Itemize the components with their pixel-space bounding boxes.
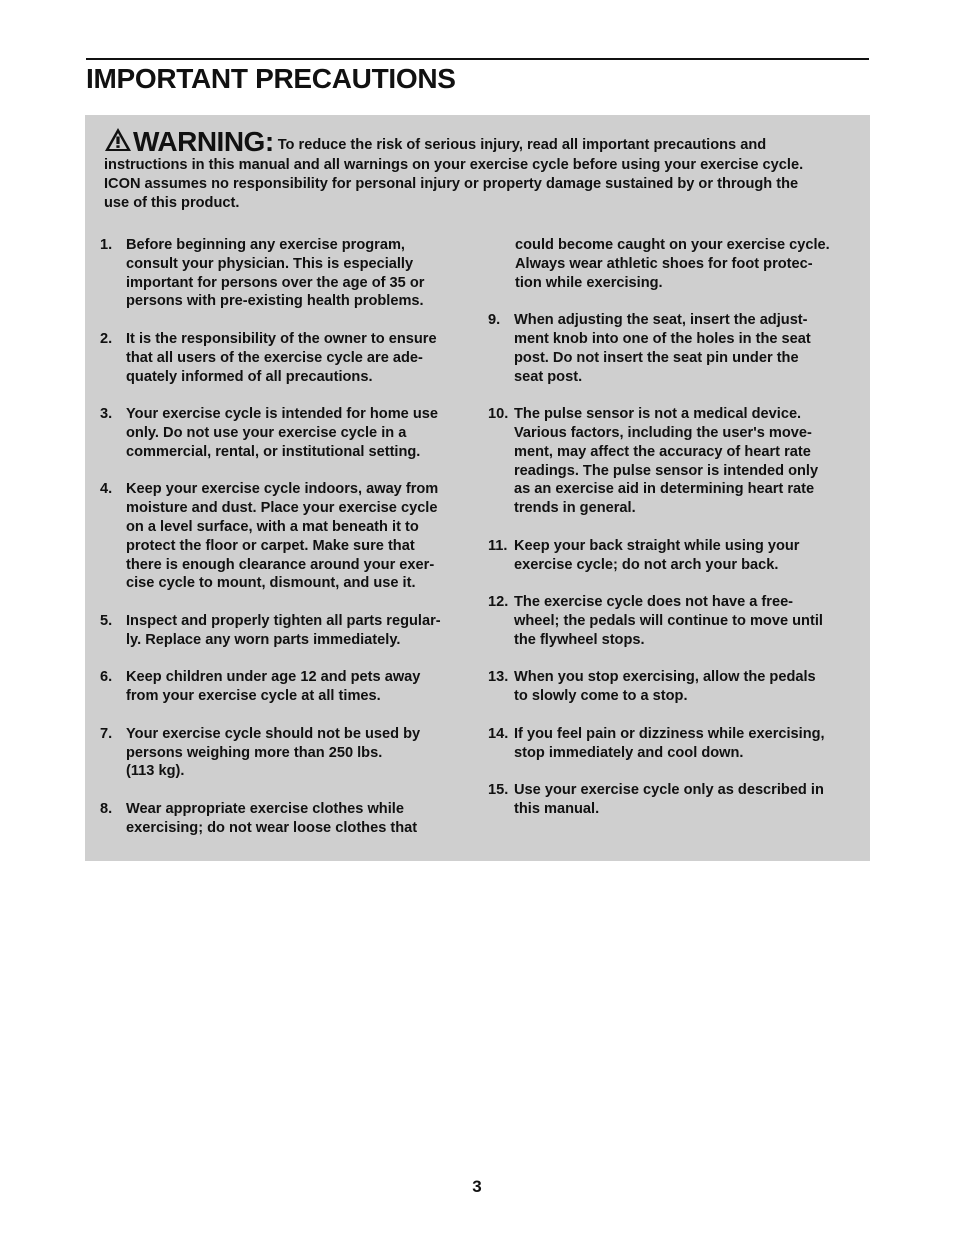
list-item: [100, 725, 480, 781]
precautions-right-column: [488, 236, 866, 838]
list-item: [488, 725, 866, 763]
item-number: 1.: [100, 237, 113, 253]
list-item: [100, 236, 480, 311]
warning-text: To reduce the risk of serious injury, read all important precautions and instructions in this manual and all warnings on your exercise cycle before using your exercise cycle. ICON assumes no responsibility for personal injury or property damage sustained by or through the use of this product.: [104, 137, 804, 212]
list-item: [100, 612, 480, 650]
list-item: [100, 330, 480, 386]
list-item: [100, 668, 480, 706]
warning-triangle-icon: [104, 127, 132, 152]
warning-box: [85, 115, 870, 861]
item-text: Keep children under age 12 and pets away from your exercise cycle at all times.: [126, 669, 421, 705]
warning-intro: [104, 127, 824, 214]
item-number: 5.: [100, 612, 113, 629]
item-text: Keep your back straight while using your exercise cycle; do not arch your back.: [514, 537, 800, 573]
item-number: 12.: [488, 594, 509, 611]
item-number: 6.: [100, 669, 113, 686]
list-item: [488, 311, 866, 386]
item-text: Use your exercise cycle only as described in this manual.: [514, 782, 824, 817]
list-item: [100, 405, 480, 461]
list-item: [100, 480, 480, 593]
item-8-continued-text: could become caught on your exercise cycle. Always wear athletic shoes for foot protec- tion while exercising.: [515, 237, 830, 291]
item-text: Wear appropriate exercise clothes while exercising; do not wear loose clothes that: [126, 800, 418, 836]
item-number: 7.: [100, 725, 113, 742]
page-title: IMPORTANT PRECAUTIONS: [86, 63, 456, 94]
item-text: If you feel pain or dizziness while exercising, stop immediately and cool down.: [514, 725, 825, 761]
item-text: Inspect and properly tighten all parts regular- ly. Replace any worn parts immediately.: [126, 612, 441, 648]
item-text: It is the responsibility of the owner to ensure that all users of the exercise cycle are ade- quately informed of all precautions.: [126, 330, 437, 385]
warning-heading: WARNING:: [133, 126, 274, 157]
list-item: [100, 800, 480, 838]
item-number: 3.: [100, 406, 113, 423]
item-text: Your exercise cycle should not be used by persons weighing more than 250 lbs. (113 kg).: [126, 725, 421, 780]
list-item: [488, 781, 866, 819]
item-number: 10.: [488, 406, 509, 423]
item-number: 13.: [488, 669, 509, 686]
item-number: 8.: [100, 800, 113, 817]
list-item: [488, 405, 866, 518]
item-text: The exercise cycle does not have a free- wheel; the pedals will continue to move until the flywheel stops.: [514, 594, 823, 648]
item-number: 14.: [488, 725, 509, 742]
item-number: 9.: [488, 312, 501, 329]
list-item: [488, 668, 866, 706]
item-text: Your exercise cycle is intended for home use only. Do not use your exercise cycle in a commercial, rental, or institutional setting.: [126, 406, 438, 460]
precautions-left-column: [100, 236, 480, 856]
item-number: 2.: [100, 330, 113, 347]
item-text: When you stop exercising, allow the pedals to slowly come to a stop.: [514, 669, 816, 705]
list-item: [488, 537, 866, 575]
item-number: 4.: [100, 481, 113, 498]
list-item: [488, 593, 866, 649]
item-text: Keep your exercise cycle indoors, away from moisture and dust. Place your exercise cycle on a level surface, with a mat beneath it to protect the floor or carpet. Make sure that there is enough clearance around your exer- cise cycle to mount, dismount, and use it.: [126, 481, 439, 592]
item-number: 15.: [488, 782, 509, 799]
item-text: When adjusting the seat, insert the adjust- ment knob into one of the holes in the seat post. Do not insert the seat pin under the seat post.: [514, 312, 811, 385]
item-text: The pulse sensor is not a medical device. Various factors, including the user's move- ment, may affect the accuracy of heart rate readings. The pulse sensor is intended only as an exercise aid in determining heart rate trends in general.: [514, 406, 819, 517]
item-number: 11.: [488, 537, 508, 554]
item-text: Before beginning any exercise program, consult your physician. This is especially important for persons over the age of 35 or persons with pre-existing health problems.: [126, 237, 425, 310]
page-number: 3: [472, 1177, 482, 1196]
